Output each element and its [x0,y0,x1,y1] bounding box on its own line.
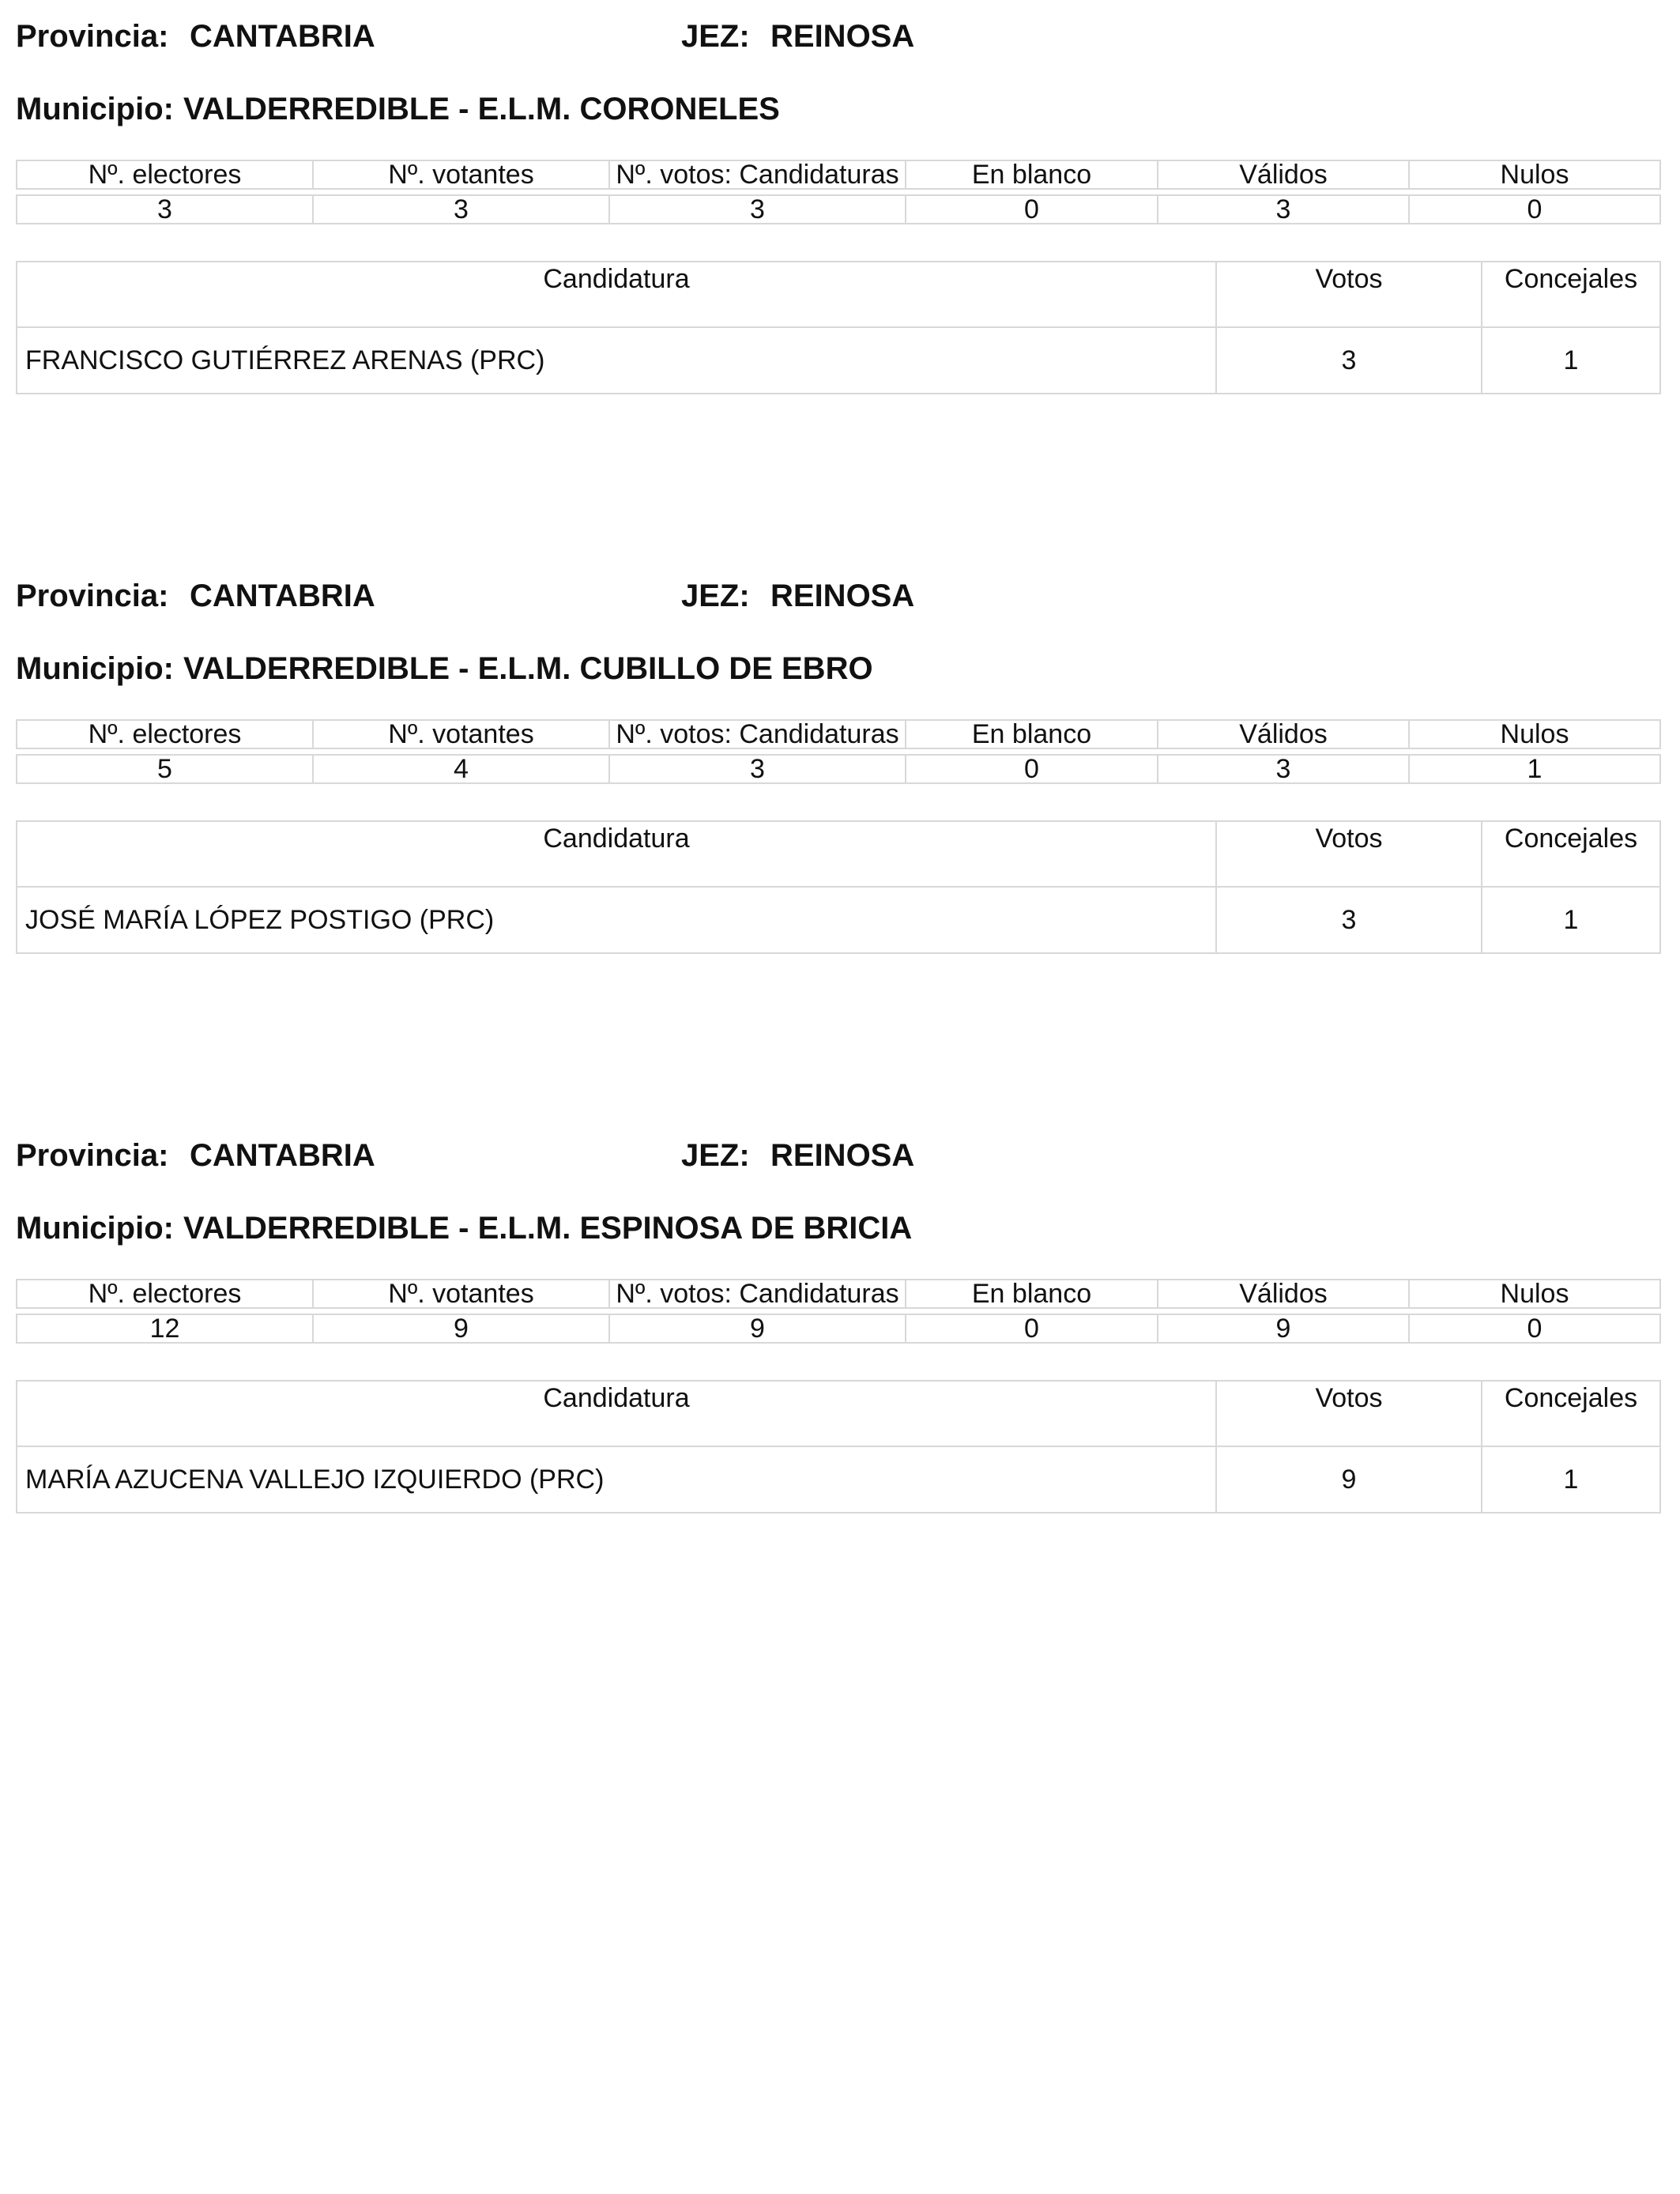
stats-header-row [17,720,1660,748]
stats-value-electores: 3 [17,195,313,224]
provincia-value: CANTABRIA [190,19,375,54]
municipio-line [16,87,1659,131]
stats-header-nulos: Nulos [1409,1280,1660,1308]
stats-header-nulos: Nulos [1409,720,1660,748]
stats-value-validos: 9 [1158,1314,1409,1343]
candidates-header-concejales: Concejales [1482,1381,1660,1446]
stats-header-votos-candidaturas: Nº. votos: Candidaturas [609,720,906,748]
candidate-votos: 3 [1216,887,1482,953]
candidate-concejales: 1 [1482,1446,1660,1513]
municipio-label: Municipio: [16,92,174,126]
municipio-label: Municipio: [16,651,174,686]
candidates-table [16,820,1661,954]
stats-value-electores: 5 [17,755,313,783]
stats-value-row [17,195,1660,224]
stats-header-validos: Válidos [1158,720,1409,748]
stats-header-row [17,160,1660,189]
stats-value-votos-candidaturas: 9 [609,1314,906,1343]
stats-header-en-blanco: En blanco [906,720,1158,748]
stats-value-nulos: 0 [1409,195,1660,224]
stats-value-votantes: 3 [313,195,609,224]
provincia-value: CANTABRIA [190,579,375,613]
stats-value-votos-candidaturas: 3 [609,755,906,783]
candidate-row [17,327,1660,394]
stats-value-validos: 3 [1158,195,1409,224]
jez-label: JEZ: [681,1138,750,1173]
candidate-row [17,1446,1660,1513]
municipio-value: VALDERREDIBLE - E.L.M. CUBILLO DE EBRO [183,651,873,686]
provincia-label: Provincia: [16,19,169,54]
candidates-table [16,261,1661,394]
jez-value: REINOSA [770,19,915,54]
section-coroneles [16,14,1659,394]
stats-header-votantes: Nº. votantes [313,720,609,748]
stats-value-nulos: 0 [1409,1314,1660,1343]
section-cubillo-de-ebro [16,574,1659,954]
stats-value-electores: 12 [17,1314,313,1343]
stats-header-validos: Válidos [1158,1280,1409,1308]
stats-header-en-blanco: En blanco [906,1280,1158,1308]
stats-value-votos-candidaturas: 3 [609,195,906,224]
candidates-header-row [17,262,1660,327]
stats-value-row [17,1314,1660,1343]
candidates-header-votos: Votos [1216,821,1482,887]
stats-value-votantes: 4 [313,755,609,783]
stats-value-validos: 3 [1158,755,1409,783]
candidate-name: JOSÉ MARÍA LÓPEZ POSTIGO (PRC) [17,887,1216,953]
stats-header-votos-candidaturas: Nº. votos: Candidaturas [609,160,906,189]
candidates-header-concejales: Concejales [1482,821,1660,887]
provincia-value: CANTABRIA [190,1138,375,1173]
stats-spacer [17,1308,1660,1314]
stats-value-row [17,755,1660,783]
stats-header-nulos: Nulos [1409,160,1660,189]
candidate-votos: 9 [1216,1446,1482,1513]
candidate-name: MARÍA AZUCENA VALLEJO IZQUIERDO (PRC) [17,1446,1216,1513]
provincia-jez-line [16,1133,1659,1178]
municipio-label: Municipio: [16,1211,174,1246]
stats-spacer [17,189,1660,195]
candidates-header-candidatura: Candidatura [17,262,1216,327]
stats-value-en-blanco: 0 [906,1314,1158,1343]
candidates-table [16,1380,1661,1514]
stats-header-electores: Nº. electores [17,160,313,189]
stats-header-validos: Válidos [1158,160,1409,189]
candidate-concejales: 1 [1482,327,1660,394]
jez-label: JEZ: [681,19,750,54]
provincia-label: Provincia: [16,579,169,613]
jez-value: REINOSA [770,1138,915,1173]
stats-header-en-blanco: En blanco [906,160,1158,189]
stats-table [16,719,1661,784]
stats-value-nulos: 1 [1409,755,1660,783]
candidates-header-candidatura: Candidatura [17,821,1216,887]
candidate-votos: 3 [1216,327,1482,394]
stats-table [16,1279,1661,1344]
municipio-line [16,1206,1659,1250]
stats-table [16,160,1661,224]
stats-header-electores: Nº. electores [17,1280,313,1308]
municipio-value: VALDERREDIBLE - E.L.M. CORONELES [183,92,780,126]
candidate-row [17,887,1660,953]
stats-value-en-blanco: 0 [906,195,1158,224]
candidates-header-votos: Votos [1216,262,1482,327]
candidates-header-row [17,821,1660,887]
stats-value-votantes: 9 [313,1314,609,1343]
candidates-header-row [17,1381,1660,1446]
candidate-name: FRANCISCO GUTIÉRREZ ARENAS (PRC) [17,327,1216,394]
stats-header-votantes: Nº. votantes [313,160,609,189]
municipio-line [16,647,1659,691]
candidates-header-concejales: Concejales [1482,262,1660,327]
stats-spacer [17,748,1660,755]
stats-header-votantes: Nº. votantes [313,1280,609,1308]
provincia-label: Provincia: [16,1138,169,1173]
candidates-header-votos: Votos [1216,1381,1482,1446]
section-espinosa-de-bricia [16,1133,1659,1514]
jez-label: JEZ: [681,579,750,613]
candidates-header-candidatura: Candidatura [17,1381,1216,1446]
candidate-concejales: 1 [1482,887,1660,953]
municipio-value: VALDERREDIBLE - E.L.M. ESPINOSA DE BRICIA [183,1211,913,1246]
stats-value-en-blanco: 0 [906,755,1158,783]
jez-value: REINOSA [770,579,915,613]
provincia-jez-line [16,14,1659,58]
stats-header-electores: Nº. electores [17,720,313,748]
stats-header-votos-candidaturas: Nº. votos: Candidaturas [609,1280,906,1308]
provincia-jez-line [16,574,1659,618]
stats-header-row [17,1280,1660,1308]
